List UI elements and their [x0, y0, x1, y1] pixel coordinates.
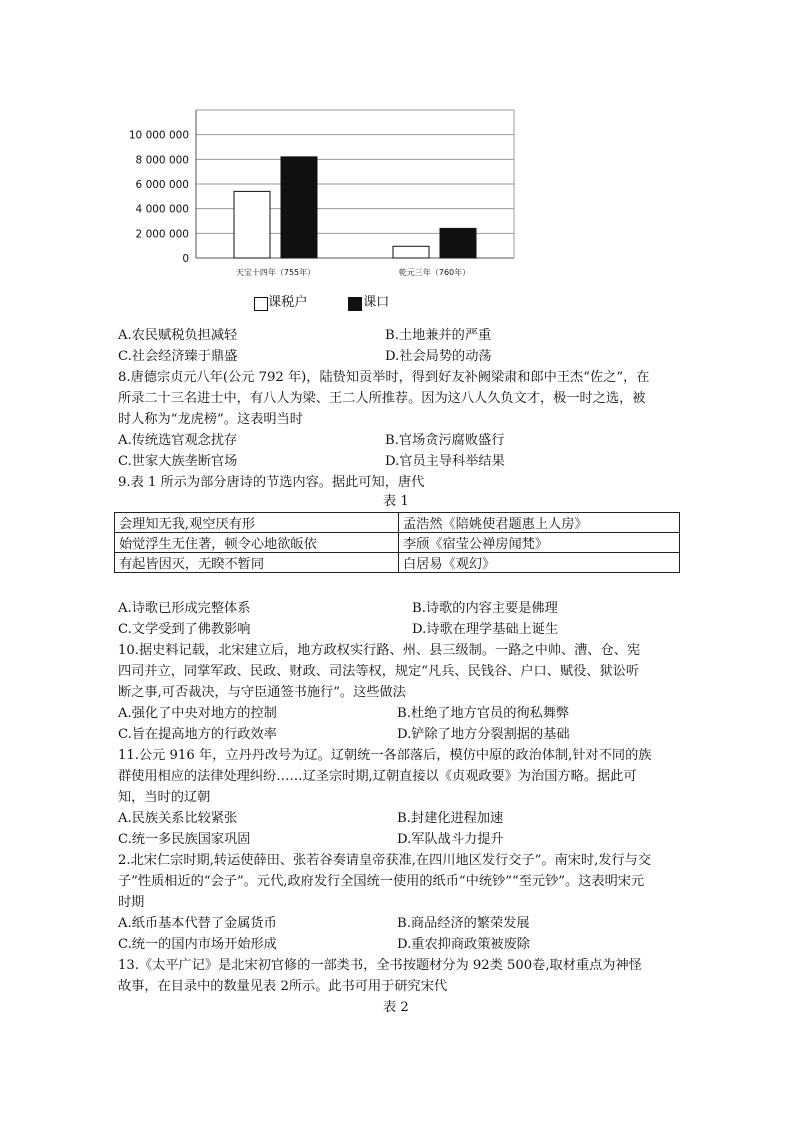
- legend-label-households: 课税户: [268, 295, 308, 310]
- q10-stem-line-3: 断之事,可否裁决，与守臣通签书施行”。这些做法: [118, 685, 406, 700]
- q11-option-a[interactable]: A.民族关系比较紧张: [118, 811, 238, 826]
- q10-stem-line-1: 10.据史料记载，北宋建立后，地方政权实行路、州、县三级制。一路之中帅、漕、仓、宪: [118, 643, 641, 658]
- q13-table-title: 表 2: [383, 1000, 409, 1015]
- table-cell: 李颀《宿莹公禅房闻梵》: [399, 533, 680, 553]
- q8-stem-line-3: 时人称为“龙虎榜”。这表明当时: [118, 412, 303, 427]
- q7-option-b[interactable]: B.土地兼并的严重: [385, 328, 492, 343]
- q7-option-a[interactable]: A.农民赋税负担减轻: [118, 328, 238, 343]
- q8-stem-line-2: 所录二十三名进士中，有八人为梁、王二人所推荐。因为这八人久负文才，极一时之选，被: [118, 391, 646, 406]
- bar-population: [440, 228, 476, 258]
- q10-option-a[interactable]: A.强化了中央对地方的控制: [118, 706, 277, 721]
- table-row: [115, 513, 680, 533]
- q11-option-d[interactable]: D.军队战斗力提升: [397, 832, 504, 847]
- y-tick-label: 6 000 000: [135, 179, 189, 191]
- legend-swatch-population: [348, 297, 362, 311]
- q9-stem: 9.表 1 所示为部分唐诗的节选内容。据此可知，唐代: [118, 475, 425, 490]
- q8-stem-line-1: 8.唐德宗贞元八年(公元 792 年)，陆贽知贡举时，得到好友补阙梁肃和郎中王杰“佐之”，在: [118, 370, 650, 385]
- q9-option-d[interactable]: D.诗歌在理学基础上诞生: [412, 622, 559, 637]
- table-cell: 始觉浮生无住著，顿令心地欲皈依: [115, 533, 399, 553]
- q11-option-c[interactable]: C.统一多民族国家巩固: [118, 832, 251, 847]
- table-cell: 白居易《观幻》: [399, 553, 680, 573]
- y-tick-label: 0: [182, 253, 189, 265]
- table-row: [115, 533, 680, 553]
- q13-stem-line-1: 13.《太平广记》是北宋初官修的一部类书，全书按题材分为 92类 500卷,取材重点为神怪: [118, 958, 642, 973]
- q8-option-c[interactable]: C.世家大族垄断官场: [118, 454, 238, 469]
- bar-population: [281, 157, 317, 258]
- q12-option-c[interactable]: C.统一的国内市场开始形成: [118, 937, 277, 952]
- q9-option-b[interactable]: B.诗歌的内容主要是佛理: [412, 601, 558, 616]
- table-cell: 孟浩然《陪姚使君题惠上人房》: [399, 513, 680, 533]
- q8-option-d[interactable]: D.官员主导科举结果: [385, 454, 505, 469]
- table-cell: 有起皆因灭，无睽不暂同: [115, 553, 399, 573]
- q11-option-b[interactable]: B.封建化进程加速: [397, 811, 504, 826]
- q10-stem-line-2: 四司并立，同掌军政、民政、财政、司法等权，规定“凡兵、民钱谷、户口、赋役、狱讼听: [118, 664, 640, 679]
- q12-stem-line-1: 2.北宋仁宗时期,转运使薛田、张若谷奏请皇帝获准,在四川地区发行交子”。南宋时,发行与交: [118, 853, 652, 868]
- q7-option-c[interactable]: C.社会经济臻于鼎盛: [118, 349, 238, 364]
- q12-option-b[interactable]: B.商品经济的繁荣发展: [397, 916, 530, 931]
- table-row: [115, 553, 680, 573]
- q10-option-c[interactable]: C.旨在提高地方的行政效率: [118, 727, 277, 742]
- q13-stem-line-2: 故事，在目录中的数量见表 2所示。此书可用于研究宋代: [118, 979, 448, 994]
- q9-option-a[interactable]: A.诗歌已形成完整体系: [118, 601, 251, 616]
- y-tick-label: 8 000 000: [135, 154, 189, 167]
- q7-option-d[interactable]: D.社会局势的动荡: [385, 349, 492, 364]
- q12-option-d[interactable]: D.重农抑商政策被废除: [397, 937, 530, 952]
- q12-stem-line-2: 子”性质相近的“会子”。元代,政府发行全国统一使用的纸币“中统钞”“至元钞”。这表明宋元: [118, 874, 645, 889]
- q9-option-c[interactable]: C.文学受到了佛教影响: [118, 622, 251, 637]
- legend-label-population: 课口: [363, 295, 390, 310]
- y-tick-label: 4 000 000: [135, 203, 189, 216]
- q10-option-d[interactable]: D.铲除了地方分裂割据的基础: [397, 727, 570, 742]
- q11-stem-line-2: 群使用相应的法律处理纠纷……辽圣宗时期,辽朝直接以《贞观政要》为治国方略。据此可: [118, 769, 637, 784]
- q12-option-a[interactable]: A.纸币基本代替了金属货币: [118, 916, 277, 931]
- q9-table-title: 表 1: [383, 494, 409, 509]
- y-tick-label: 10 000 000: [128, 129, 189, 142]
- y-tick-label: 2 000 000: [135, 228, 189, 241]
- poem-table: [114, 512, 680, 573]
- q8-option-a[interactable]: A.传统选官观念扰存: [118, 433, 238, 448]
- bar-households: [234, 191, 270, 258]
- q12-stem-line-3: 时期: [118, 895, 145, 910]
- q11-stem-line-1: 11.公元 916 年，立丹丹改号为辽。辽朝统一各部落后，模仿中原的政治体制,针对不同的族: [118, 748, 652, 763]
- bar-households: [393, 246, 429, 258]
- table-cell: 会理知无我,观空厌有形: [115, 513, 399, 533]
- q11-stem-line-3: 知，当时的辽朝: [118, 790, 211, 805]
- x-tick-label: 天宝十四年（755年）: [235, 268, 316, 277]
- q10-option-b[interactable]: B.杜绝了地方官员的徇私舞弊: [397, 706, 570, 721]
- bar-chart: [0, 0, 794, 300]
- x-tick-label: 乾元三年（760年）: [398, 268, 471, 277]
- legend-swatch-households: [254, 297, 268, 311]
- q8-option-b[interactable]: B.官场贪污腐败盛行: [385, 433, 505, 448]
